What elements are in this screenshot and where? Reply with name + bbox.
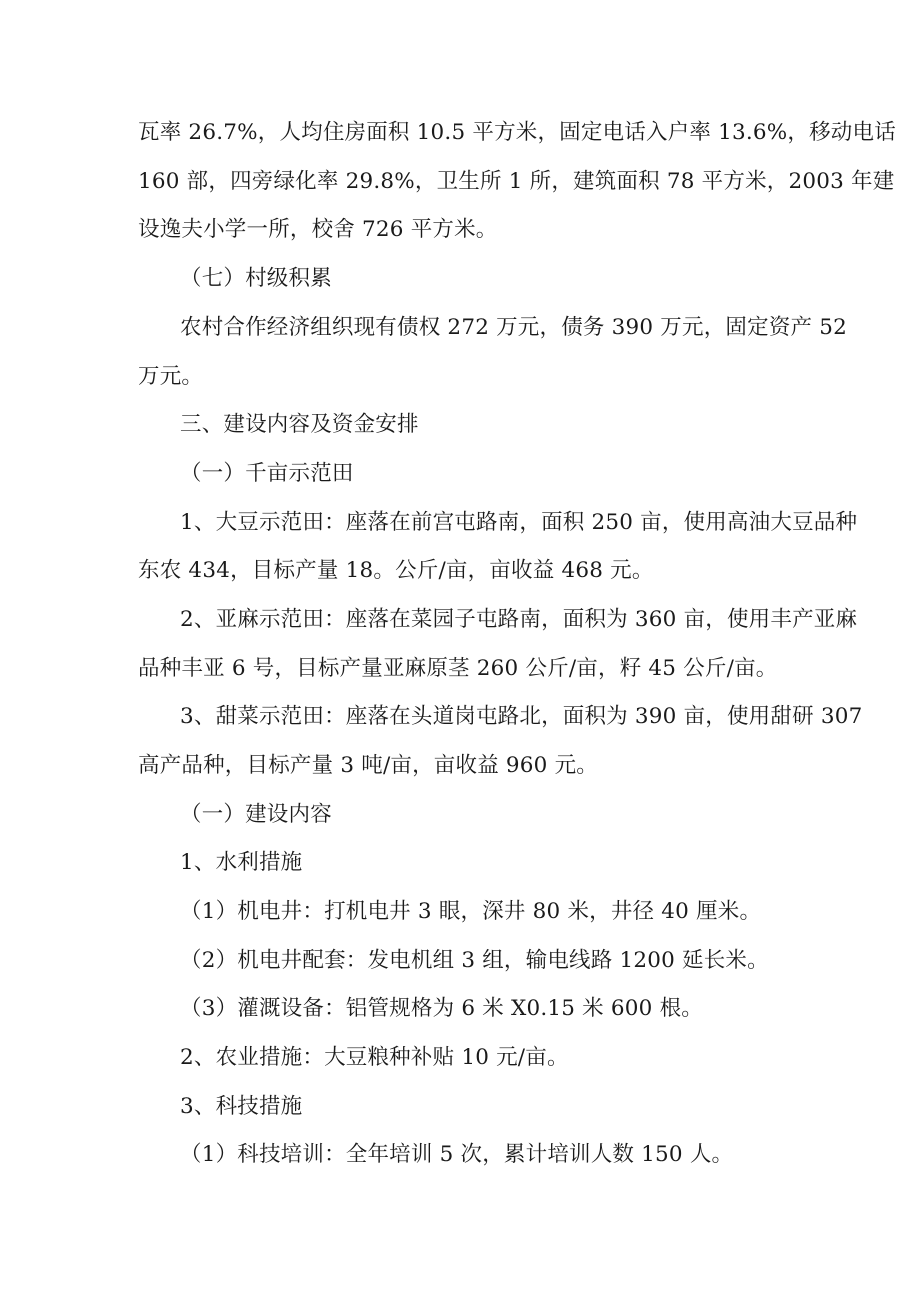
text-line: （2）机电井配套：发电机组 3 组，输电线路 1200 延长米。	[180, 948, 769, 973]
text-line: 品种丰亚 6 号，目标产量亚麻原茎 260 公斤/亩，籽 45 公斤/亩。	[138, 656, 778, 681]
text-line: 东农 434，目标产量 18。公斤/亩，亩收益 468 元。	[138, 558, 654, 583]
text-line: 高产品种，目标产量 3 吨/亩，亩收益 960 元。	[138, 753, 598, 778]
text-line: 农村合作经济组织现有债权 272 万元，债务 390 万元，固定资产 52	[180, 315, 848, 340]
text-line: 160 部，四旁绿化率 29.8%，卫生所 1 所，建筑面积 78 平方米，2003 年建	[138, 169, 895, 194]
text-line: 2、农业措施：大豆粮种补贴 10 元/亩。	[180, 1045, 569, 1070]
text-line: 2、亚麻示范田：座落在菜园子屯路南，面积为 360 亩，使用丰产亚麻	[180, 607, 858, 632]
text-line: 1、大豆示范田：座落在前宫屯路南，面积 250 亩，使用高油大豆品种	[180, 510, 858, 535]
section-heading: 1、水利措施	[180, 850, 303, 875]
text-line: 瓦率 26.7%，人均住房面积 10.5 平方米，固定电话入户率 13.6%，移动电话	[138, 120, 896, 145]
text-line: （3）灌溉设备：铝管规格为 6 米 X0.15 米 600 根。	[180, 996, 703, 1021]
text-line: 3、甜菜示范田：座落在头道岗屯路北，面积为 390 亩，使用甜研 307	[180, 704, 863, 729]
section-heading: （一）千亩示范田	[180, 461, 354, 486]
text-line: 设逸夫小学一所，校舍 726 平方米。	[138, 217, 498, 242]
text-line: 万元。	[138, 364, 204, 389]
section-heading: （一）建设内容	[180, 802, 332, 827]
section-heading: （七）村级积累	[180, 266, 332, 291]
text-line: （1）机电井：打机电井 3 眼，深井 80 米，井径 40 厘米。	[180, 899, 762, 924]
section-heading: 三、建设内容及资金安排	[180, 412, 419, 437]
text-line: （1）科技培训：全年培训 5 次，累计培训人数 150 人。	[180, 1142, 734, 1167]
section-heading: 3、科技措施	[180, 1094, 303, 1119]
